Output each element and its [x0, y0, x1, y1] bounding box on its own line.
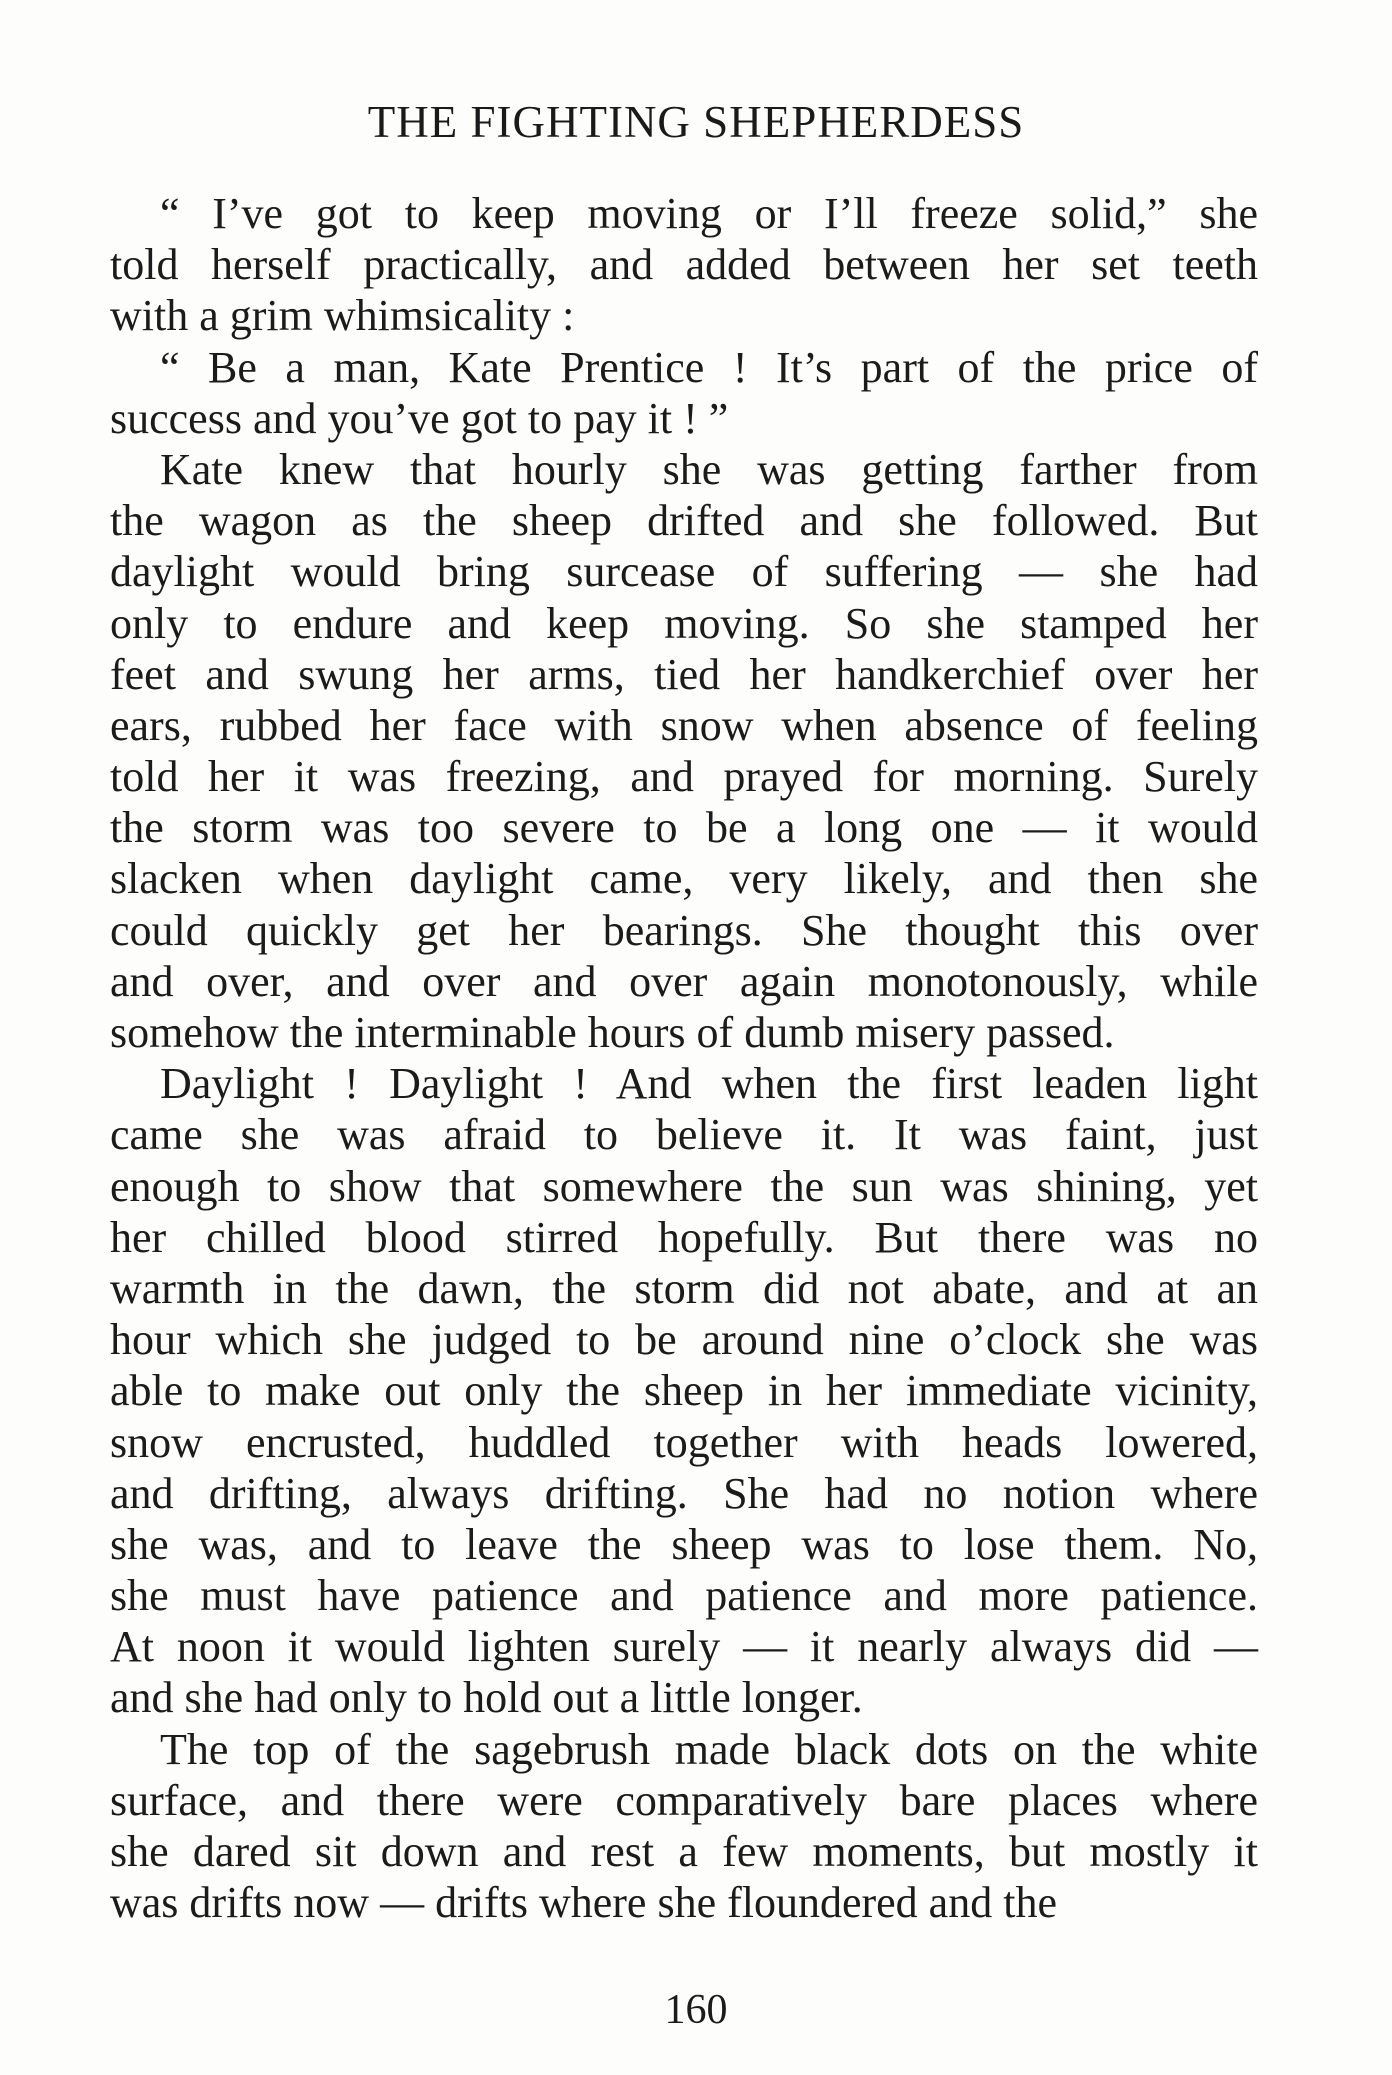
text-line: success and you’ve got to pay it ! ” — [110, 393, 729, 443]
text-line: only to endure and keep moving. So she stamped her — [110, 598, 1258, 648]
text-line: and she had only to hold out a little longer. — [110, 1673, 863, 1723]
paragraph — [110, 342, 1258, 444]
text-line: Kate knew that hourly she was getting farther from — [160, 444, 1258, 494]
text-line: daylight would bring surcease of suffering — she had — [110, 547, 1258, 597]
text-line: she was, and to leave the sheep was to lose them. No, — [110, 1519, 1258, 1569]
text-line: able to make out only the sheep in her immediate vicinity, — [110, 1366, 1258, 1416]
text-line: At noon it would lighten surely — it nearly always did — — [110, 1622, 1258, 1672]
text-line: “ I’ve got to keep moving or I’ll freeze solid,” she — [160, 189, 1258, 238]
text-line: somehow the interminable hours of dumb misery passed. — [110, 1008, 1115, 1057]
text-line: warmth in the dawn, the storm did not abate, and at an — [110, 1263, 1258, 1313]
text-line: the wagon as the sheep drifted and she followed. But — [110, 496, 1258, 546]
text-line: slacken when daylight came, very likely, and then she — [110, 854, 1258, 904]
text-line: and over, and over and over again monotonously, while — [110, 956, 1258, 1006]
text-line: feet and swung her arms, tied her handkerchief over her — [110, 649, 1258, 699]
paragraph — [110, 1724, 1258, 1929]
text-line: with a grim whimsicality : — [110, 291, 575, 341]
text-line: surface, and there were comparatively bare places where — [110, 1775, 1258, 1825]
text-line: told herself practically, and added between her set teeth — [110, 240, 1258, 290]
text-line: “ Be a man, Kate Prentice ! It’s part of the price of — [160, 342, 1258, 392]
text-line: The top of the sagebrush made black dots on the white — [160, 1724, 1258, 1774]
text-line: her chilled blood stirred hopefully. But there was no — [110, 1212, 1258, 1262]
text-line: enough to show that somewhere the sun was shining, yet — [110, 1161, 1258, 1211]
text-line: Daylight ! Daylight ! And when the first leaden light — [160, 1059, 1258, 1109]
text-line: hour which she judged to be around nine o’clock she was — [110, 1315, 1258, 1365]
text-line: snow encrusted, huddled together with heads lowered, — [110, 1417, 1258, 1467]
running-head: THE FIGHTING SHEPHERDESS — [367, 97, 1025, 147]
page-number: 160 — [664, 1987, 728, 2033]
text-line: could quickly get her bearings. She thought this over — [110, 905, 1258, 955]
paragraph — [110, 444, 1258, 1058]
text-line: the storm was too severe to be a long one — it would — [110, 803, 1258, 853]
text-line: was drifts now — drifts where she floundered and the — [110, 1878, 1057, 1928]
paragraph — [110, 188, 1258, 342]
text-line: came she was afraid to believe it. It was faint, just — [110, 1110, 1258, 1160]
body-text — [110, 188, 1258, 1928]
text-line: she must have patience and patience and more patience. — [110, 1571, 1258, 1621]
paragraph — [110, 1058, 1258, 1723]
text-line: told her it was freezing, and prayed for morning. Surely — [110, 752, 1258, 802]
text-line: ears, rubbed her face with snow when absence of feeling — [110, 700, 1258, 750]
text-line: and drifting, always drifting. She had no notion where — [110, 1468, 1258, 1518]
text-line: she dared sit down and rest a few moments, but mostly it — [110, 1827, 1258, 1876]
